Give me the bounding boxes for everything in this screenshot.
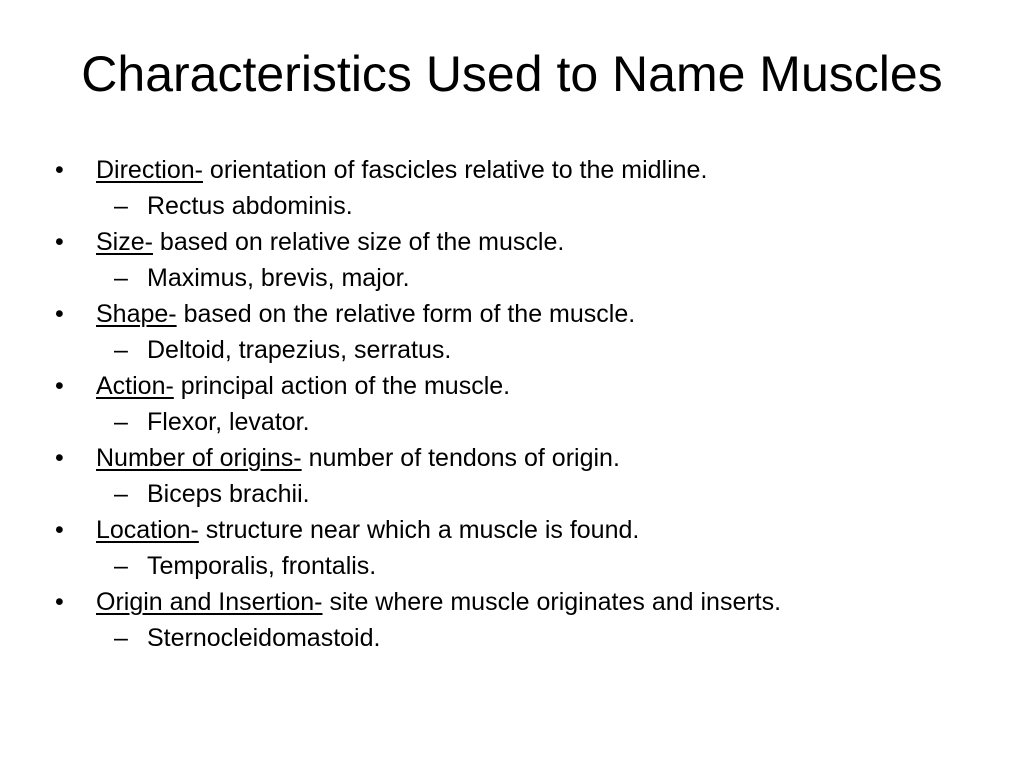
- bullet-text: [96, 296, 635, 332]
- bullet-term: Number of origins-: [96, 444, 302, 472]
- sub-bullet-example: Sternocleidomastoid.: [147, 624, 381, 652]
- bullet-dot-icon: •: [55, 444, 64, 472]
- bullet-text: [96, 584, 781, 620]
- sub-bullet-example: Maximus, brevis, major.: [147, 264, 410, 292]
- dash-icon: –: [114, 624, 128, 652]
- sub-bullet-example: Deltoid, trapezius, serratus.: [147, 336, 452, 364]
- bullet-item: [0, 440, 1024, 476]
- bullet-description: site where muscle originates and inserts.: [322, 588, 782, 616]
- sub-bullet-item: [0, 332, 1024, 368]
- bullet-text: [96, 440, 620, 476]
- bullet-item: [0, 368, 1024, 404]
- bullet-description: based on the relative form of the muscle.: [176, 300, 636, 328]
- bullet-item: [0, 512, 1024, 548]
- bullet-dot-icon: •: [55, 228, 64, 256]
- dash-icon: –: [114, 408, 128, 436]
- sub-bullet-item: [0, 404, 1024, 440]
- bullet-term: Shape-: [96, 300, 177, 328]
- bullet-dot-icon: •: [55, 156, 64, 184]
- bullet-term: Size-: [96, 228, 153, 256]
- bullet-description: principal action of the muscle.: [173, 372, 511, 400]
- bullet-description: structure near which a muscle is found.: [198, 516, 640, 544]
- sub-bullet-example: Temporalis, frontalis.: [147, 552, 377, 580]
- sub-bullet-item: [0, 620, 1024, 656]
- dash-icon: –: [114, 480, 128, 508]
- bullet-item: [0, 224, 1024, 260]
- bullet-term: Location-: [96, 516, 199, 544]
- bullet-item: [0, 584, 1024, 620]
- sub-bullet-item: [0, 476, 1024, 512]
- dash-icon: –: [114, 264, 128, 292]
- sub-bullet-item: [0, 188, 1024, 224]
- sub-bullet-example: Biceps brachii.: [147, 480, 310, 508]
- slide-title: Characteristics Used to Name Muscles: [81, 46, 943, 102]
- bullet-dot-icon: •: [55, 516, 64, 544]
- bullet-text: [96, 152, 707, 188]
- bullet-text: [96, 224, 564, 260]
- sub-bullet-example: Flexor, levator.: [147, 408, 310, 436]
- dash-icon: –: [114, 336, 128, 364]
- bullet-dot-icon: •: [55, 588, 64, 616]
- bullet-term: Direction-: [96, 156, 203, 184]
- bullet-text: [96, 512, 639, 548]
- bullet-description: orientation of fascicles relative to the midline.: [202, 156, 708, 184]
- dash-icon: –: [114, 192, 128, 220]
- bullet-item: [0, 296, 1024, 332]
- bullet-dot-icon: •: [55, 372, 64, 400]
- bullet-term: Action-: [96, 372, 174, 400]
- bullet-dot-icon: •: [55, 300, 64, 328]
- bullet-text: [96, 368, 510, 404]
- bullet-list: [0, 152, 1024, 656]
- sub-bullet-example: Rectus abdominis.: [147, 192, 353, 220]
- bullet-item: [0, 152, 1024, 188]
- bullet-description: based on relative size of the muscle.: [152, 228, 565, 256]
- sub-bullet-item: [0, 548, 1024, 584]
- bullet-description: number of tendons of origin.: [301, 444, 620, 472]
- bullet-term: Origin and Insertion-: [96, 588, 323, 616]
- dash-icon: –: [114, 552, 128, 580]
- sub-bullet-item: [0, 260, 1024, 296]
